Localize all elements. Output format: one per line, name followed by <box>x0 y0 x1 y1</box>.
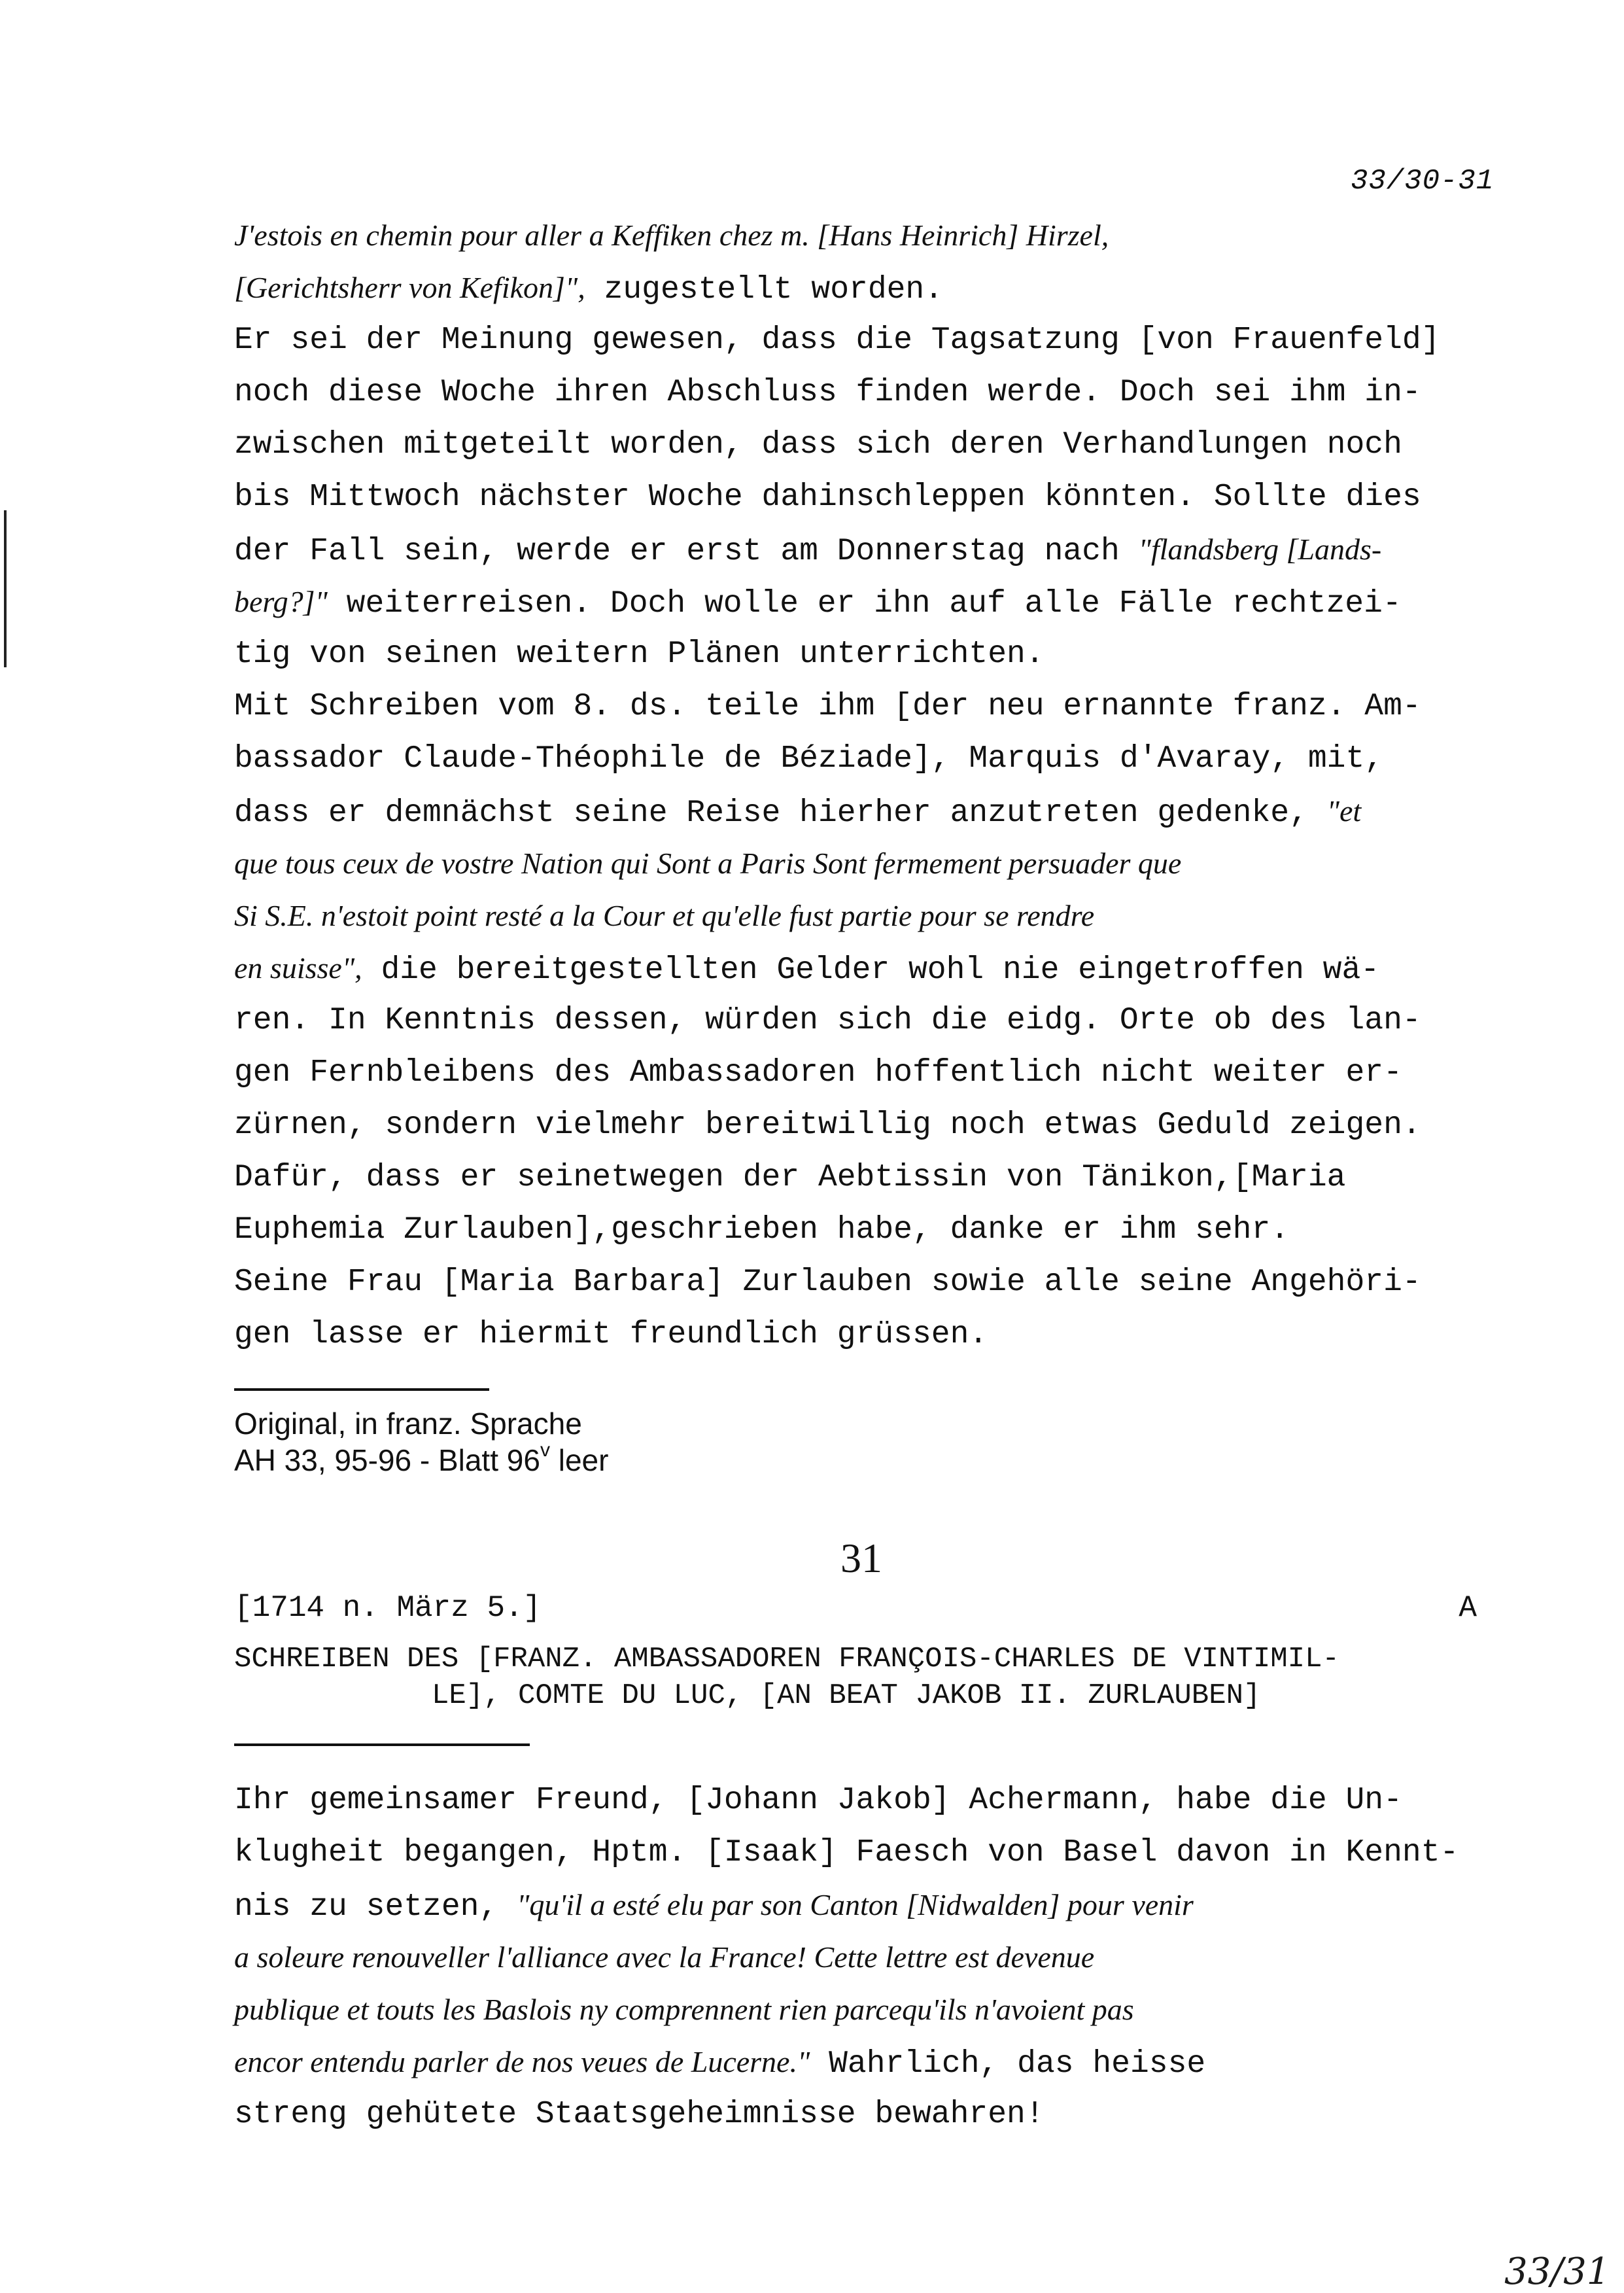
french-quote: Si S.E. n'estoit point resté a la Cour et qu'elle fust partie pour se rendre <box>234 899 1095 932</box>
french-quote: J'estois en chemin pour aller a Keffiken chez m. [Hans Heinrich] Hirzel, <box>234 219 1109 252</box>
document-variant: A <box>1459 1591 1477 1625</box>
handwritten-page-mark: 33/31 <box>1504 2250 1610 2293</box>
text-line: ren. In Kenntnis dessen, würden sich die eidg. Orte ob des lan- <box>234 1003 1421 1038</box>
french-quote: publique et touts les Baslois ny comprennent rien parcequ'ils n'avoient pas <box>234 1993 1134 2026</box>
text-line: bassador Claude-Théophile de Béziade], Marquis d'Avaray, mit, <box>234 741 1384 777</box>
source-note-line: AH 33, 95-96 - Blatt 96$^v$ leer <box>234 1439 609 1477</box>
text-line: tig von seinen weitern Plänen unterrichten. <box>234 637 1045 672</box>
french-quote: "qu'il a esté elu par son Canton [Nidwalden] pour venir <box>517 1888 1194 1921</box>
french-quote: encor entendu parler de nos veues de Lucerne." <box>234 2045 810 2078</box>
french-quote: [Gerichtsherr von Kefikon]", <box>234 271 585 304</box>
french-quote: "flandsberg [Lands- <box>1138 533 1382 566</box>
text-line: gen Fernbleibens des Ambassadoren hoffentlich nicht weiter er- <box>234 1055 1402 1091</box>
document-body <box>234 1774 1459 2141</box>
text-line <box>234 890 1503 942</box>
text-line: Mit Schreiben vom 8. ds. teile ihm [der neu ernannte franz. Am- <box>234 689 1421 724</box>
text-line <box>234 837 1503 890</box>
french-quote: que tous ceux de vostre Nation qui Sont a Paris Sont fermement persuader que <box>234 847 1182 880</box>
text-line: Euphemia Zurlauben],geschrieben habe, danke er ihm sehr. <box>234 1212 1290 1248</box>
title-line: SCHREIBEN DES [FRANZ. AMBASSADOREN FRANÇOIS-CHARLES DE VINTIMIL- <box>234 1643 1339 1675</box>
margin-stroke <box>4 510 7 667</box>
page-reference: 33/30-31 <box>1351 165 1494 198</box>
text-line: klugheit begangen, Hptm. [Isaak] Faesch von Basel davon in Kennt- <box>234 1835 1459 1870</box>
separator-rule <box>234 1743 530 1746</box>
document-number: 31 <box>840 1535 882 1581</box>
text-line: zwischen mitgeteilt worden, dass sich deren Verhandlungen noch <box>234 427 1402 463</box>
document-date: [1714 n. März 5.] <box>234 1591 542 1625</box>
separator-rule <box>234 1388 489 1391</box>
source-note <box>234 1405 608 1483</box>
source-note-line: Original, in franz. Sprache <box>234 1407 582 1441</box>
text-line: encor entendu parler de nos veues de Lucerne." Wahrlich, das heisse <box>234 2045 1206 2082</box>
document-title <box>234 1641 1339 1714</box>
text-line: Seine Frau [Maria Barbara] Zurlauben sowie alle seine Angehöri- <box>234 1265 1421 1300</box>
text-line: en suisse", die bereitgestellten Gelder wohl nie eingetroffen wä- <box>234 951 1380 988</box>
french-quote: berg?]" <box>234 585 328 618</box>
text-line: streng gehütete Staatsgeheimnisse bewahren! <box>234 2097 1045 2132</box>
document-date-line <box>234 1591 1477 1625</box>
text-line: gen lasse er hiermit freundlich grüssen. <box>234 1317 988 1352</box>
text-line <box>234 1984 1459 2036</box>
french-quote: a soleure renouveller l'alliance avec la France! Cette lettre est devenue <box>234 1940 1095 1974</box>
text-line: berg?]" weiterreisen. Doch wolle er ihn auf alle Fälle rechtzei- <box>234 585 1402 621</box>
french-quote: "et <box>1326 794 1362 828</box>
text-line: dass er demnächst seine Reise hierher anzutreten gedenke, "et <box>234 794 1362 831</box>
text-line: Dafür, dass er seinetwegen der Aebtissin von Tänikon,[Maria <box>234 1160 1346 1195</box>
text-line: Ihr gemeinsamer Freund, [Johann Jakob] Achermann, habe die Un- <box>234 1783 1402 1818</box>
text-line: Er sei der Meinung gewesen, dass die Tagsatzung [von Frauenfeld] <box>234 323 1440 358</box>
top-paragraphs <box>234 209 1503 1361</box>
verso-mark: v <box>540 1439 550 1461</box>
text-line: noch diese Woche ihren Abschluss finden werde. Doch sei ihm in- <box>234 375 1421 410</box>
text-line <box>234 1931 1459 1984</box>
title-line: LE], COMTE DU LUC, [AN BEAT JAKOB II. ZURLAUBEN] <box>432 1679 1261 1712</box>
text-line: zürnen, sondern vielmehr bereitwillig noch etwas Geduld zeigen. <box>234 1108 1421 1143</box>
text-line: bis Mittwoch nächster Woche dahinschleppen könnten. Sollte dies <box>234 480 1421 515</box>
text-line: [Gerichtsherr von Kefikon]", zugestellt worden. <box>234 271 944 307</box>
text-line: nis zu setzen, "qu'il a esté elu par son Canton [Nidwalden] pour venir <box>234 1888 1194 1925</box>
text-line <box>234 209 1503 262</box>
french-quote: en suisse", <box>234 951 362 985</box>
text-line: der Fall sein, werde er erst am Donnerstag nach "flandsberg [Lands- <box>234 533 1382 569</box>
